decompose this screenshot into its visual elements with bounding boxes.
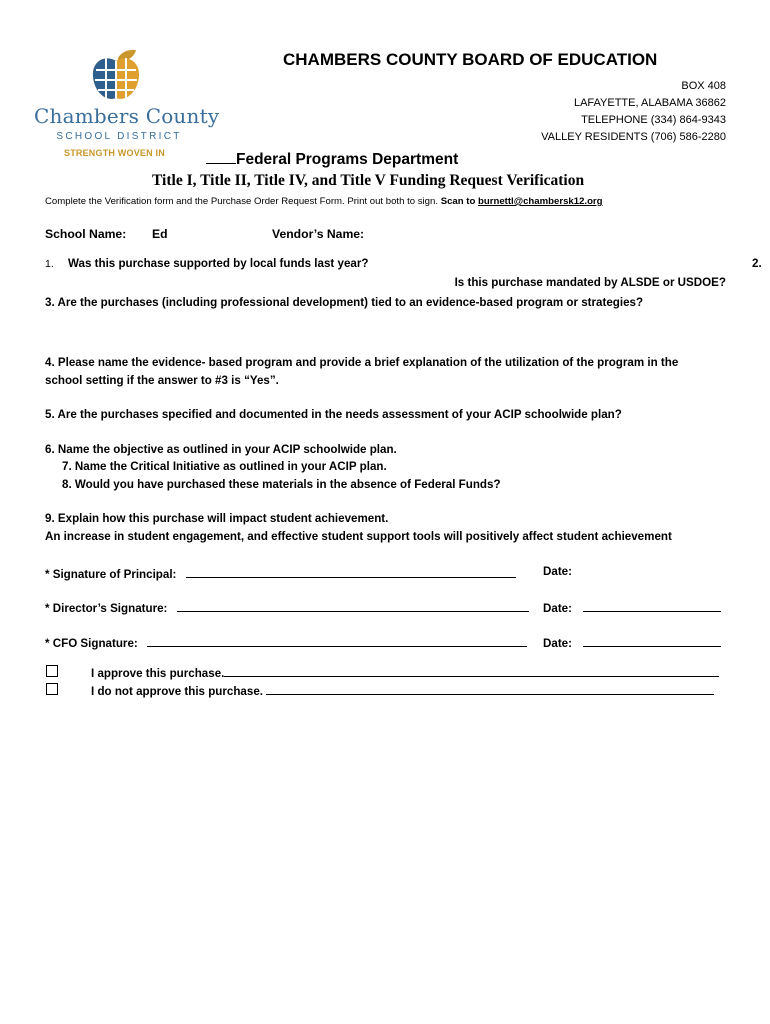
disapprove-row — [46, 682, 58, 695]
apple-logo-icon — [90, 48, 142, 102]
address-block — [541, 78, 726, 146]
school-name-row — [45, 227, 126, 241]
approve-text-row — [91, 664, 719, 680]
cfo-signature-line[interactable] — [147, 634, 527, 647]
department-underline — [206, 149, 236, 164]
principal-signature-row — [45, 565, 516, 581]
department-heading — [206, 149, 458, 169]
question-4-line1: 4. Please name the evidence- based program and provide a brief explanation of the utilization of the program in the — [45, 356, 679, 369]
address-line: LAFAYETTE, ALABAMA 36862 — [573, 97, 726, 109]
approve-line[interactable] — [224, 664, 719, 677]
principal-date-label: Date: — [543, 565, 572, 578]
email-link[interactable]: burnettl@chambersk12.org — [478, 196, 603, 207]
disapprove-text-row — [91, 682, 714, 698]
principal-signature-label: * Signature of Principal: — [45, 568, 177, 581]
address-line: TELEPHONE (334) 864-9343 — [581, 114, 726, 126]
instructions-text: Complete the Verification form and the Purchase Order Request Form. Print out both to sign. — [45, 196, 439, 207]
question-5: 5. Are the purchases specified and documented in the needs assessment of your ACIP schoolwide plan? — [45, 408, 622, 421]
director-signature-line[interactable] — [177, 599, 529, 612]
disapprove-label: I do not approve this purchase. — [91, 685, 263, 698]
principal-signature-line[interactable] — [186, 565, 516, 578]
approve-row — [46, 664, 58, 677]
question-2: Is this purchase mandated by ALSDE or USDOE? — [454, 276, 726, 289]
question-7: 7. Name the Critical Initiative as outlined in your ACIP plan. — [62, 460, 387, 473]
director-date-label: Date: — [543, 602, 572, 615]
approve-checkbox[interactable] — [46, 665, 58, 677]
address-line: VALLEY RESIDENTS (706) 586-2280 — [541, 131, 726, 143]
cfo-date-line[interactable] — [583, 634, 721, 647]
director-date-row — [543, 599, 721, 615]
question-9-answer: An increase in student engagement, and effective student support tools will positively affect student achievement — [45, 530, 672, 543]
q1-number: 1. — [45, 258, 54, 270]
cfo-signature-row — [45, 634, 527, 650]
logo-district: SCHOOL DISTRICT — [56, 131, 182, 142]
disapprove-checkbox[interactable] — [46, 683, 58, 695]
question-4-line2: school setting if the answer to #3 is “Yes”. — [45, 374, 279, 387]
school-name-label: School Name: — [45, 227, 127, 241]
department-label: Federal Programs Department — [236, 151, 459, 168]
address-line: BOX 408 — [681, 80, 726, 92]
instructions — [45, 196, 603, 207]
district-logo — [34, 48, 220, 164]
director-date-line[interactable] — [583, 599, 721, 612]
cfo-signature-label: * CFO Signature: — [45, 637, 138, 650]
question-8: 8. Would you have purchased these materials in the absence of Federal Funds? — [62, 478, 501, 491]
scan-prefix: Scan to — [440, 196, 479, 207]
vendor-name-label: Vendor’s Name: — [272, 227, 365, 241]
logo-name: Chambers County — [34, 104, 220, 128]
question-6: 6. Name the objective as outlined in your ACIP schoolwide plan. — [45, 443, 397, 456]
director-signature-row — [45, 599, 529, 615]
approve-label: I approve this purchase. — [91, 667, 225, 680]
disapprove-line[interactable] — [266, 682, 714, 695]
question-1: Was this purchase supported by local funds last year? — [68, 257, 369, 270]
question-3: 3. Are the purchases (including professional development) tied to an evidence-based program or strategies? — [45, 296, 644, 309]
director-signature-label: * Director’s Signature: — [45, 602, 168, 615]
school-name-value[interactable]: Ed — [152, 227, 168, 241]
board-title: CHAMBERS COUNTY BOARD OF EDUCATION — [283, 50, 658, 69]
cfo-date-row — [543, 634, 721, 650]
question-9: 9. Explain how this purchase will impact student achievement. — [45, 512, 389, 525]
cfo-date-label: Date: — [543, 637, 572, 650]
q2-number: 2. — [752, 257, 762, 270]
form-subtitle: Title I, Title II, Title IV, and Title V Funding Request Verification — [152, 172, 585, 189]
logo-tagline: STRENGTH WOVEN IN — [64, 148, 165, 158]
